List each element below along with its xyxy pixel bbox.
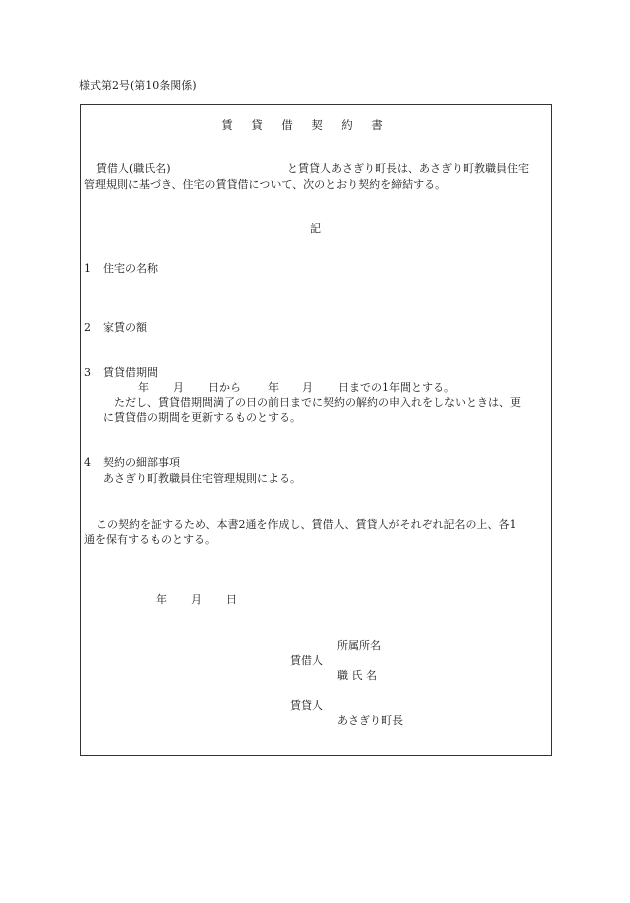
ki-heading: 記 <box>310 222 321 235</box>
closing-line1: この契約を証するため、本書2通を作成し、賃借人、賃貸人がそれぞれ記名の上、各1 <box>96 518 517 531</box>
intro-borrower-label: 賃借人(職氏名) <box>96 162 171 175</box>
signature-position-name: 職 氏 名 <box>337 669 377 682</box>
period-year2: 年 <box>268 381 279 394</box>
title-char: 約 <box>341 118 353 132</box>
signature-affiliation: 所属所名 <box>337 639 381 652</box>
signature-lender-label: 賃貸人 <box>290 699 323 712</box>
period-month1: 月 <box>173 381 184 394</box>
period-day-to: 日までの1年間とする。 <box>338 381 455 394</box>
title-char: 賃 <box>221 118 233 132</box>
date-year: 年 <box>156 593 167 606</box>
date-month: 月 <box>191 593 202 606</box>
item1-number: 1 <box>84 262 91 275</box>
item3-number: 3 <box>84 366 91 379</box>
title-char: 借 <box>281 118 293 132</box>
title-char: 貸 <box>251 118 263 132</box>
period-month2: 月 <box>302 381 313 394</box>
item3-note-line1: ただし、賃貸借期間満了の日の前日までに契約の解約の申入れをしないときは、更 <box>114 396 521 409</box>
title-char: 書 <box>371 118 383 132</box>
period-day-from: 日から <box>208 381 241 394</box>
date-day: 日 <box>226 593 237 606</box>
item3-note-line2: に賃貸借の期間を更新するものとする。 <box>103 411 301 424</box>
item3-label: 賃貸借期間 <box>103 366 158 379</box>
item2-number: 2 <box>84 321 91 334</box>
item4-number: 4 <box>84 456 91 469</box>
intro-line2: 管理規則に基づき、住宅の賃貸借について、次のとおり契約を締結する。 <box>84 178 447 191</box>
form-number: 様式第2号(第10条関係) <box>79 79 197 92</box>
item4-label: 契約の細部事項 <box>103 456 180 469</box>
item2-label: 家賃の額 <box>103 321 147 334</box>
intro-line1-rest: と賃貸人あさぎり町長は、あさぎり町教職員住宅 <box>287 162 529 175</box>
signature-lender-name: あさぎり町長 <box>337 714 403 727</box>
item4-detail: あさぎり町教職員住宅管理規則による。 <box>103 472 301 485</box>
signature-borrower-label: 賃借人 <box>290 654 323 667</box>
period-year1: 年 <box>138 381 149 394</box>
item1-label: 住宅の名称 <box>103 262 158 275</box>
closing-line2: 通を保有するものとする。 <box>84 533 216 546</box>
document-title <box>212 118 392 132</box>
title-char: 契 <box>311 118 323 132</box>
